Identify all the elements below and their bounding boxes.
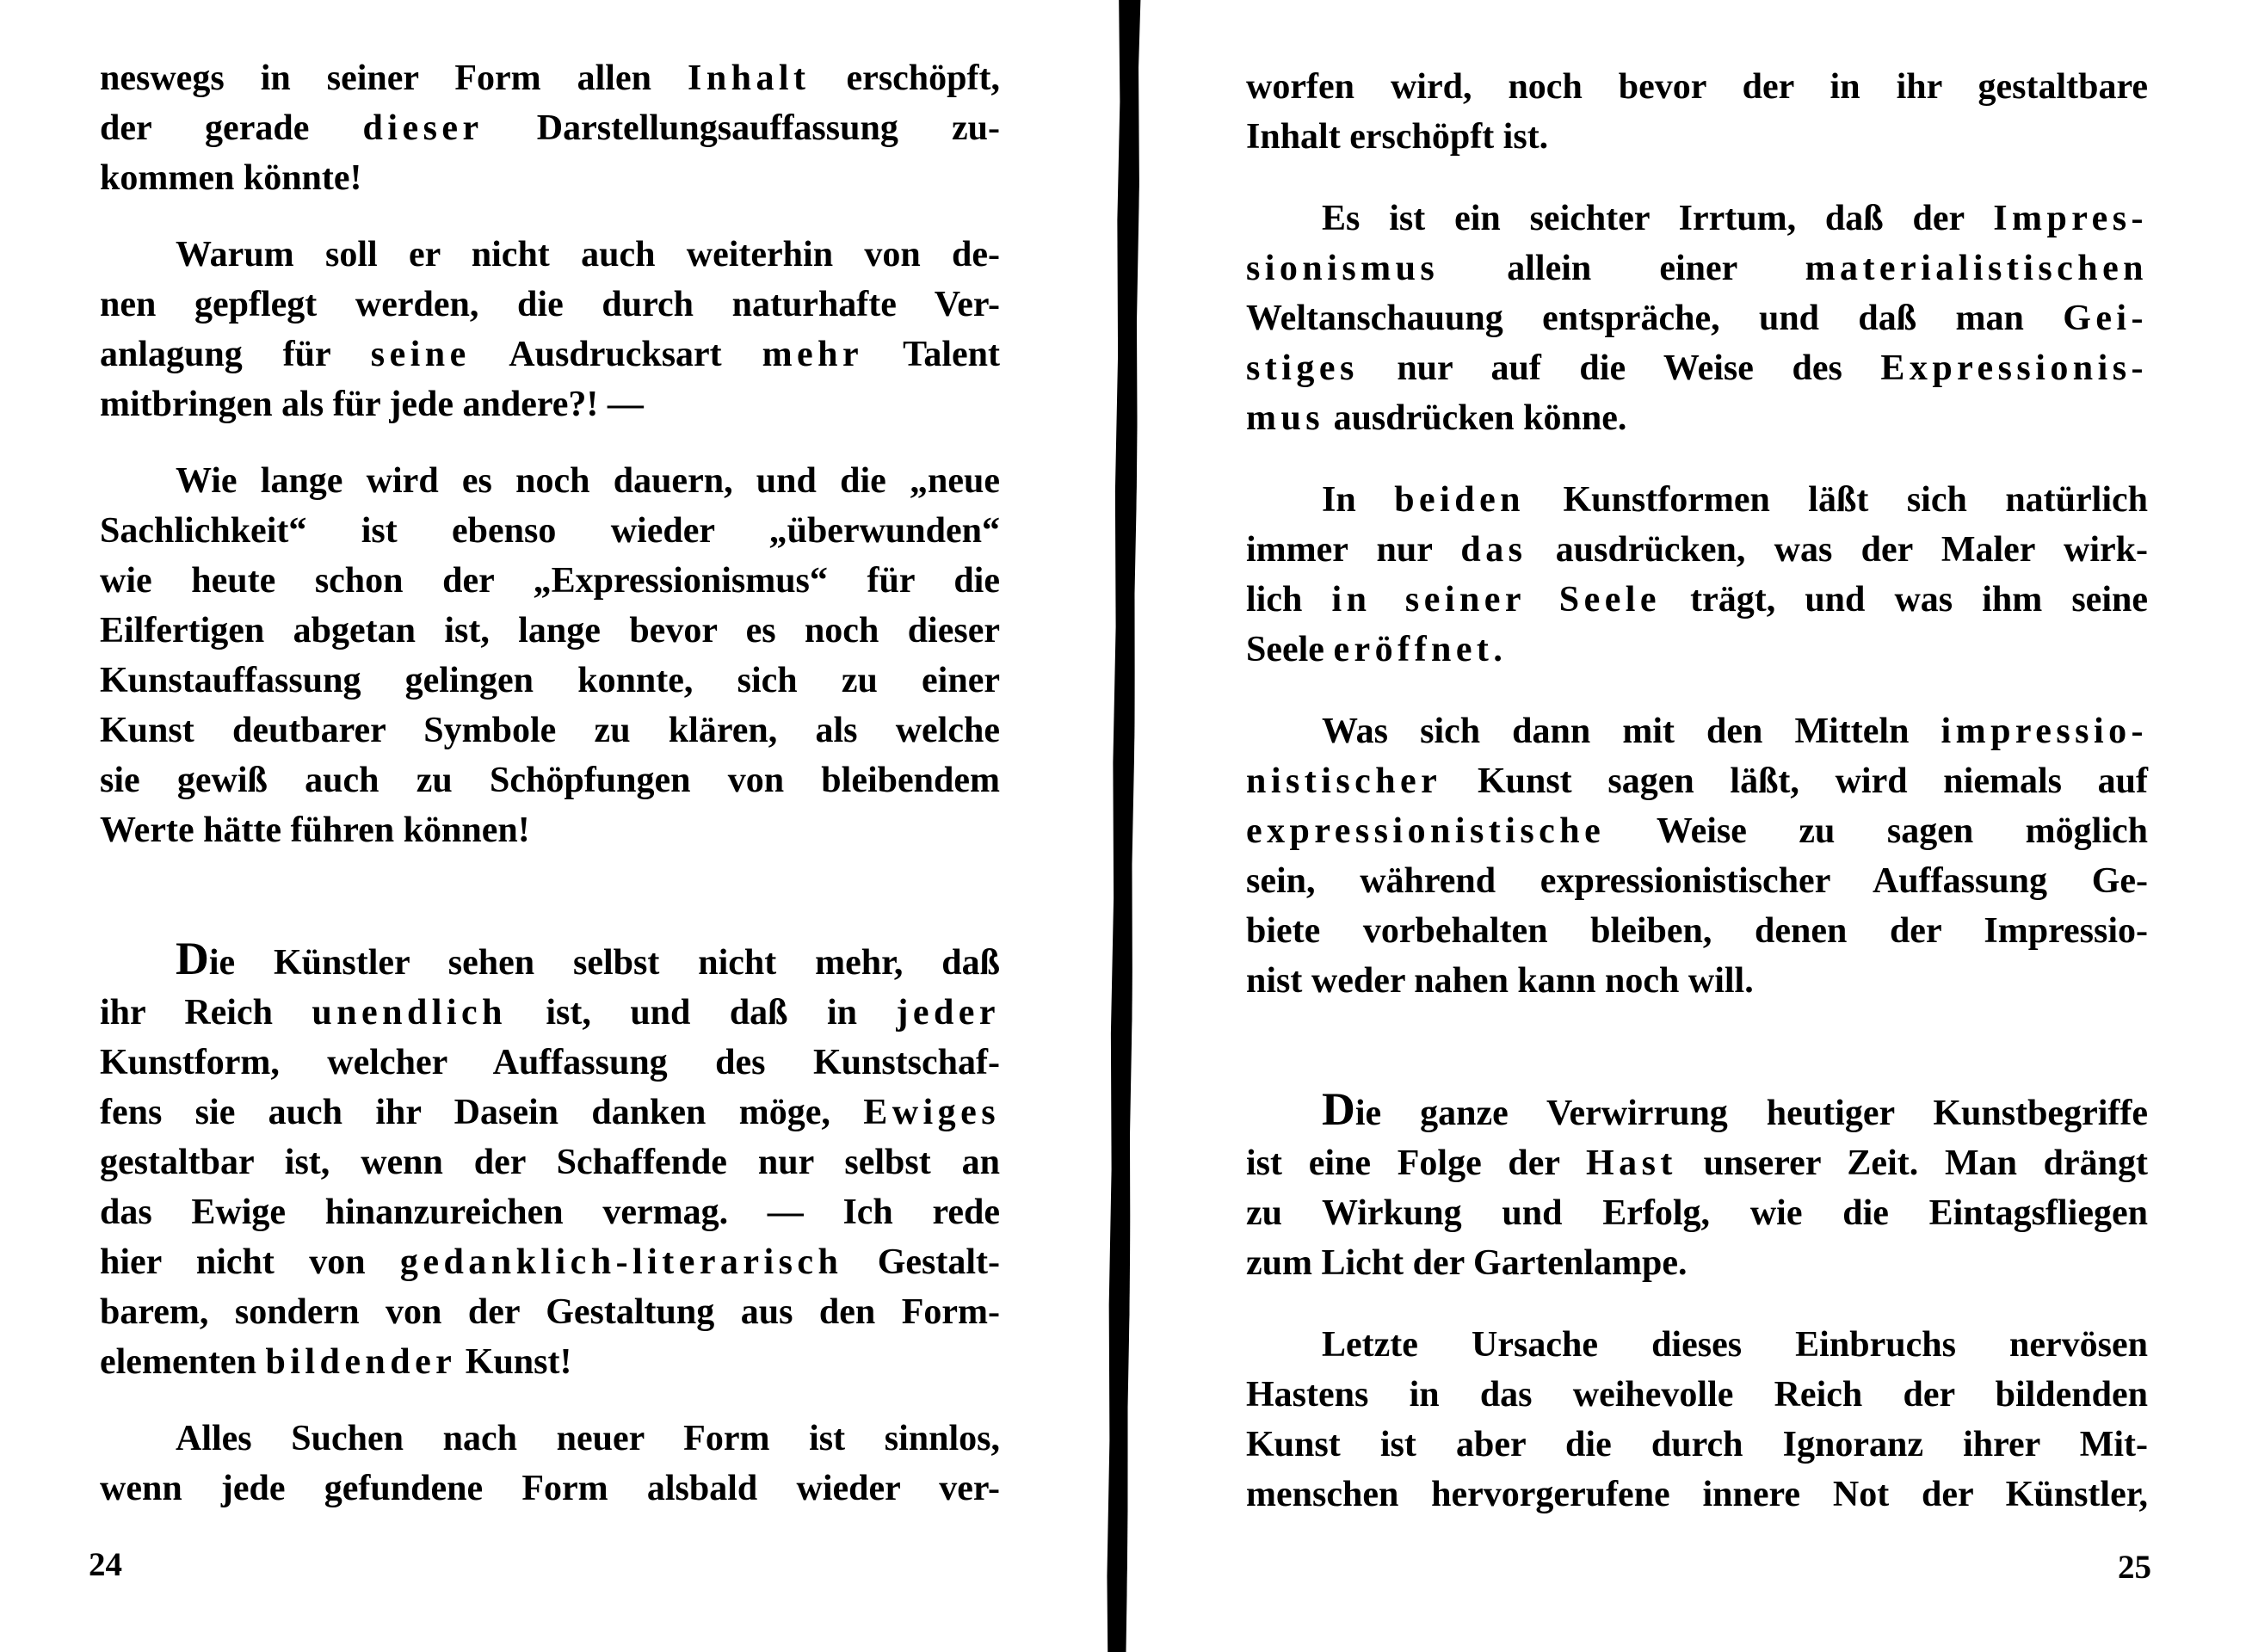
paragraph <box>100 230 1000 429</box>
paragraph <box>100 53 1000 203</box>
letterspaced-segment: das <box>1460 530 1527 570</box>
text-line <box>100 456 1000 506</box>
text-segment: Die ganze Verwirrung heutiger Kunstbegriffe <box>1322 1083 2148 1135</box>
paragraph <box>100 1414 1000 1513</box>
text-segment: ausdrücken, was der Maler wirk- <box>1527 530 2148 570</box>
text-line <box>1246 62 2148 112</box>
text-segment: Kunst ist aber die durch Ignoranz ihrer Mit- <box>1246 1425 2148 1464</box>
text-line <box>1246 1238 2148 1288</box>
text-segment: immer nur <box>1246 530 1461 570</box>
text-segment: wenn jede gefundene Form alsbald wieder ver- <box>100 1469 1000 1508</box>
text-line <box>1246 194 2148 243</box>
text-line <box>100 1287 1000 1337</box>
letterspaced-segment: jeder <box>896 993 1000 1032</box>
page-number-left: 24 <box>89 1546 122 1583</box>
letterspaced-segment: Hast <box>1586 1143 1677 1183</box>
text-segment: Seele <box>1246 630 1334 669</box>
text-line <box>100 988 1000 1038</box>
paragraph <box>1246 194 2148 443</box>
page-number-right: 25 <box>2118 1549 2151 1586</box>
text-line <box>1246 112 2148 162</box>
text-line <box>100 280 1000 330</box>
text-line <box>100 1038 1000 1088</box>
text-segment: unserer Zeit. Man drängt <box>1676 1143 2148 1183</box>
paragraph <box>100 456 1000 855</box>
text-line <box>100 1414 1000 1464</box>
letterspaced-segment: gedanklich-literarisch <box>399 1242 843 1282</box>
page-right-text-block <box>1246 62 2148 1519</box>
letterspaced-segment: nistischer <box>1246 761 1442 801</box>
text-segment: gestaltbar ist, wenn der Schaffende nur selbst an <box>100 1143 1000 1182</box>
text-line <box>100 230 1000 280</box>
text-segment: Inhalt erschöpft ist. <box>1246 117 1549 157</box>
text-line <box>1246 343 2148 393</box>
text-line <box>1246 1138 2148 1188</box>
text-segment: Sachlichkeit“ ist ebenso wieder „überwunden“ <box>100 511 1000 551</box>
text-segment: elementen <box>100 1342 266 1382</box>
text-segment: worfen wird, noch bevor der in ihr gestaltbare <box>1246 67 2148 107</box>
text-segment: neswegs in seiner Form allen <box>100 59 688 98</box>
text-segment: barem, sondern von der Gestaltung aus den Form- <box>100 1292 1000 1332</box>
text-segment: Kunstformen läßt sich natürlich <box>1525 480 2149 520</box>
text-segment: Kunstform, welcher Auffassung des Kunstschaf- <box>100 1043 1000 1082</box>
text-segment: Eilfertigen abgetan ist, lange bevor es noch dieser <box>100 611 1000 650</box>
text-segment: Talent <box>863 335 1000 374</box>
text-line <box>1246 1370 2148 1420</box>
text-segment: wie heute schon der „Expressionismus“ für die <box>100 561 1000 601</box>
text-segment: Kunst sagen läßt, wird niemals auf <box>1441 761 2148 801</box>
text-segment: Darstellungsauffassung zu- <box>483 108 1000 148</box>
text-segment: Weltanschauung entspräche, und daß man <box>1246 299 2064 338</box>
paragraph <box>1246 1320 2148 1519</box>
letterspaced-segment: expressionistische <box>1246 811 1606 851</box>
text-segment: nur auf die Weise des <box>1358 348 1881 388</box>
letterspaced-segment: dieser <box>362 108 484 148</box>
text-segment: ist eine Folge der <box>1246 1143 1587 1183</box>
letterspaced-segment: materialistischen <box>1805 249 2148 288</box>
text-line <box>1246 475 2148 525</box>
binding-gutter-shadow <box>1104 0 1141 1652</box>
text-segment: kommen könnte! <box>100 158 362 198</box>
text-segment: Wie lange wird es noch dauern, und die „neue <box>176 461 1000 501</box>
text-line <box>100 805 1000 855</box>
letterspaced-segment: stiges <box>1246 348 1359 388</box>
text-line <box>1246 1470 2148 1519</box>
text-line <box>1246 806 2148 856</box>
text-segment: sein, während expressionistischer Auffassung Ge- <box>1246 861 2148 901</box>
text-segment: zum Licht der Gartenlampe. <box>1246 1243 1688 1283</box>
text-line <box>100 1137 1000 1187</box>
text-line <box>100 706 1000 755</box>
text-line <box>1246 1083 2148 1138</box>
text-segment: Hastens in das weihevolle Reich der bildenden <box>1246 1375 2148 1415</box>
paragraph <box>100 933 1000 1387</box>
text-segment: Alles Suchen nach neuer Form ist sinnlos, <box>176 1419 1000 1458</box>
page-left-text-block <box>100 53 1000 1513</box>
text-line <box>1246 293 2148 343</box>
text-line <box>100 606 1000 656</box>
letterspaced-segment: unendlich <box>312 993 507 1032</box>
letterspaced-segment: in seiner Seele <box>1331 580 1662 620</box>
text-line <box>100 1088 1000 1137</box>
letterspaced-segment: sionismus <box>1246 249 1440 288</box>
text-segment: mitbringen als für jede andere?! — <box>100 385 644 424</box>
text-line <box>1246 956 2148 1006</box>
text-line <box>100 506 1000 556</box>
paragraph <box>1246 475 2148 675</box>
text-segment: Kunst deutbarer Symbole zu klären, als welche <box>100 711 1000 750</box>
letterspaced-segment: eröffnet. <box>1333 630 1508 669</box>
letterspaced-segment: mus <box>1246 398 1325 438</box>
text-line <box>100 1464 1000 1513</box>
text-line <box>100 1187 1000 1237</box>
initial-capital: D <box>1322 1083 1355 1135</box>
text-segment: nist weder nahen kann noch will. <box>1246 961 1754 1001</box>
text-segment: lich <box>1246 580 1332 620</box>
text-line <box>100 1237 1000 1287</box>
paragraph <box>1246 706 2148 1006</box>
letterspaced-segment: Impres- <box>1993 199 2148 238</box>
text-line <box>1246 756 2148 806</box>
letterspaced-segment: mehr <box>762 335 864 374</box>
text-segment: In <box>1322 480 1395 520</box>
text-line <box>100 933 1000 988</box>
text-line <box>1246 1320 2148 1370</box>
paragraph <box>1246 1083 2148 1288</box>
text-segment: zu Wirkung und Erfolg, wie die Eintagsfliegen <box>1246 1193 2148 1233</box>
text-line <box>100 153 1000 203</box>
letterspaced-segment: beiden <box>1394 480 1525 520</box>
text-line <box>1246 243 2148 293</box>
text-segment: fens sie auch ihr Dasein danken möge, <box>100 1093 864 1132</box>
text-segment: Gestalt- <box>842 1242 1000 1282</box>
paragraph <box>1246 62 2148 162</box>
text-segment: nen gepflegt werden, die durch naturhafte Ver- <box>100 285 1000 324</box>
text-segment: Was sich dann mit den Mitteln <box>1322 712 1941 751</box>
text-segment: Letzte Ursache dieses Einbruchs nervösen <box>1322 1325 2148 1365</box>
text-segment: allein einer <box>1439 249 1805 288</box>
text-segment: ihr Reich <box>100 993 312 1032</box>
text-line <box>100 379 1000 429</box>
text-segment: menschen hervorgerufene innere Not der Künstler, <box>1246 1475 2148 1514</box>
text-line <box>100 656 1000 706</box>
text-segment: Warum soll er nicht auch weiterhin von de- <box>176 235 1000 274</box>
text-segment: ist, und daß in <box>506 993 897 1032</box>
text-line <box>100 330 1000 379</box>
text-segment: hier nicht von <box>100 1242 400 1282</box>
text-segment: der gerade <box>100 108 363 148</box>
text-segment: das Ewige hinanzureichen vermag. — Ich rede <box>100 1193 1000 1232</box>
text-segment: Ausdrucksart <box>470 335 762 374</box>
letterspaced-segment: impressio- <box>1941 712 2148 751</box>
text-segment: Es ist ein seichter Irrtum, daß der <box>1322 199 1994 238</box>
letterspaced-segment: Expressionis- <box>1880 348 2148 388</box>
text-line <box>100 53 1000 103</box>
text-segment: sie gewiß auch zu Schöpfungen von bleibendem <box>100 761 1000 800</box>
text-segment: Die Künstler sehen selbst nicht mehr, daß <box>176 933 1000 984</box>
letterspaced-segment: Gei- <box>2063 299 2148 338</box>
letterspaced-segment: Inhalt <box>688 59 811 98</box>
text-segment: Weise zu sagen möglich <box>1605 811 2148 851</box>
text-line <box>100 755 1000 805</box>
text-line <box>1246 625 2148 675</box>
text-segment: erschöpft, <box>810 59 1000 98</box>
text-segment: biete vorbehalten bleiben, denen der Impressio- <box>1246 911 2148 951</box>
letterspaced-segment: seine <box>370 335 471 374</box>
text-line <box>1246 706 2148 756</box>
text-segment: ausdrücken könne. <box>1324 398 1627 438</box>
text-line <box>100 103 1000 153</box>
text-line <box>100 556 1000 606</box>
text-segment: trägt, und was ihm seine <box>1661 580 2148 620</box>
letterspaced-segment: bildender <box>265 1342 457 1382</box>
text-line <box>1246 906 2148 956</box>
text-line <box>1246 393 2148 443</box>
text-line <box>100 1337 1000 1387</box>
initial-capital: D <box>176 933 209 984</box>
text-segment: Kunstauffassung gelingen konnte, sich zu einer <box>100 661 1000 700</box>
text-line <box>1246 856 2148 906</box>
text-line <box>1246 575 2148 625</box>
text-segment: Werte hätte führen können! <box>100 811 530 850</box>
text-line <box>1246 1420 2148 1470</box>
text-segment: anlagung für <box>100 335 371 374</box>
letterspaced-segment: Ewiges <box>863 1093 1000 1132</box>
text-line <box>1246 525 2148 575</box>
text-line <box>1246 1188 2148 1238</box>
text-segment: Kunst! <box>456 1342 572 1382</box>
